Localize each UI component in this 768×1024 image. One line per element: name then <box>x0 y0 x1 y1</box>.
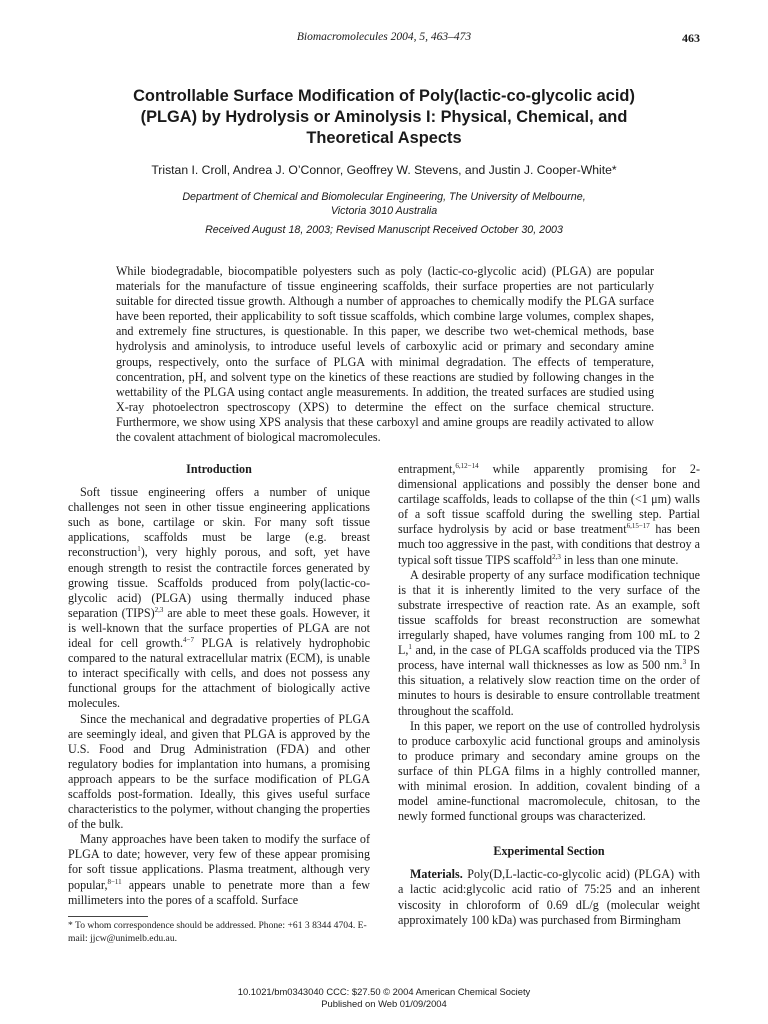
affiliation-line-2: Victoria 3010 Australia <box>330 204 438 217</box>
running-header-journal: Biomacromolecules 2004, 5, 463–473 <box>296 31 472 43</box>
correspondence-footnote: * To whom correspondence should be addressed. Phone: +61 3 8344 4704. E-mail: jjcw@unimelb.edu.au. <box>68 920 367 944</box>
footnote-divider <box>68 916 148 917</box>
materials-label: Materials. <box>410 867 463 882</box>
affiliation <box>0 191 768 218</box>
intro-paragraph-3: Many approaches have been taken to modify the surface of PLGA to date; however, very few of these appear promising for soft tissue applications. Plasma treatment, although very popular,$^{8-11}$ appears unable to penetrate more than a few millimeters into the pores of a scaffold. Surface <box>68 832 370 907</box>
doi-copyright-line: 10.1021/bm0343040 CCC: $27.50 © 2004 American Chemical Society <box>237 986 531 997</box>
col2-paragraph-1: entrapment,$^{6,12-14}$ while apparently promising for 2-dimensional applications and possibly the denser bone and cartilage scaffolds, leads to collapse of the thin (<1 μm) walls of a soft tissue scaffold during the swelling step. Partial surface hydrolysis by acid or base treatment$^{6,15-17}$ has been much too aggressive in the past, with conditions that destroy a typical soft tissue TIPS scaffold$^{2,3}$ in less than one minute. <box>398 461 700 567</box>
introduction-heading: Introduction <box>186 462 252 476</box>
column-left <box>68 462 370 908</box>
col2-paragraph-2: A desirable property of any surface modification technique is that it is inherently limited to the very surface of the substrate irrespective of reaction rate. As an example, soft tissue scaffolds for breast reconstruction are somewhat irregularly shaped, have volumes ranging from 100 mL to 2 L,$^1$ and, in the case of PLGA scaffolds produced via the TIPS process, have internal wall thicknesses as low as 500 nm.$^3$ In this situation, a relatively slow reaction time on the order of minutes to hours is desirable to ensure controllable treatment throughout the scaffold. <box>398 567 700 718</box>
intro-paragraph-1: Soft tissue engineering offers a number of unique challenges not seen in other tissue engineering applications such as bone, cartilage or skin. For many soft tissue applications, scaffolds must be large (e.g. breast reconstruction$^1$), very highly porous, and soft, yet have enough strength to resist the contractile forces generated by growing tissue. Scaffolds produced from poly(lactic-co-glycolic acid) (PLGA) using thermally induced phase separation (TIPS)$^{2,3}$ are able to meet these goals. However, it is well-known that the surface properties of PLGA are not ideal for cell growth.$^{4-7}$ PLGA is relatively hydrophobic compared to the natural extracellular matrix (ECM), is unable to interact specifically with cells, and does not possess any functional groups for the attachment of biologically active molecules. <box>68 485 370 711</box>
article-title: Controllable Surface Modification of Poly(lactic-co-glycolic acid) (PLGA) by Hydrolysis or Aminolysis I: Physical, Chemical, and Theoretical Aspects <box>133 87 635 147</box>
column-right <box>398 462 700 928</box>
publication-date-line: Published on Web 01/09/2004 <box>321 997 447 1009</box>
page-number: 463 <box>682 31 700 45</box>
author-list: Tristan I. Croll, Andrea J. O’Connor, Geoffrey W. Stevens, and Justin J. Cooper-White* <box>151 163 617 177</box>
experimental-heading: Experimental Section <box>493 844 605 859</box>
col2-paragraph-3: In this paper, we report on the use of controlled hydrolysis to produce carboxylic acid functional groups and aminolysis to produce primary and secondary amine groups on the surface of thin PLGA films in a highly controlled manner, with minimal erosion. In addition, covalent binding of a model amine-functional macromolecule, chitosan, to the newly formed functional groups was characterized. <box>398 718 700 824</box>
page-footer <box>0 986 768 1009</box>
abstract: While biodegradable, biocompatible polyesters such as poly (lactic-co-glycolic acid) (PLGA) are popular materials for the manufacture of tissue engineering scaffolds, their surface properties are not particularly suitable for directed tissue growth. Although a number of approaches to chemically modify the PLGA surface have been reported, their applicability to soft tissue scaffolds, which combine large volumes, complex shapes, and extremely fine structures, is questionable. In this paper, we describe two wet-chemical methods, base hydrolysis and aminolysis, to introduce useful levels of carboxylic acid or primary and secondary amine groups, respectively, onto the surface of PLGA with minimal degradation. The effects of temperature, concentration, pH, and solvent type on the kinetics of these reactions are studied by following changes in the wettability of the PLGA using contact angle measurements. In addition, the treated surfaces are studied using X-ray photoelectron spectroscopy (XPS) to determine the effect on the surface chemical structure. Furthermore, we show using XPS analysis that these carboxyl and amine groups are readily activated to allow the covalent attachment of biological macromolecules. <box>116 264 654 445</box>
affiliation-line-1: Department of Chemical and Biomolecular Engineering, The University of Melbourne, <box>182 191 586 203</box>
received-dates: Received August 18, 2003; Revised Manuscript Received October 30, 2003 <box>205 224 563 236</box>
intro-paragraph-2: Since the mechanical and degradative properties of PLGA are seemingly ideal, and given that PLGA is approved by the U.S. Food and Drug Administration (FDA) and other regulatory bodies for implantation into humans, a promising approach appears to be the surface modification of PLGA scaffolds post-formation. Ideally, this gives useful surface characteristics to the polymer, without changing the properties of the bulk. <box>68 711 370 832</box>
materials-paragraph: Materials. Poly(D,L-lactic-co-glycolic acid) (PLGA) with a lactic acid:glycolic acid ratio of 75:25 and an inherent viscosity in chloroform of 0.69 dL/g (molecular weight approximately 100 kDa) was purchased from Birmingham <box>398 867 700 927</box>
